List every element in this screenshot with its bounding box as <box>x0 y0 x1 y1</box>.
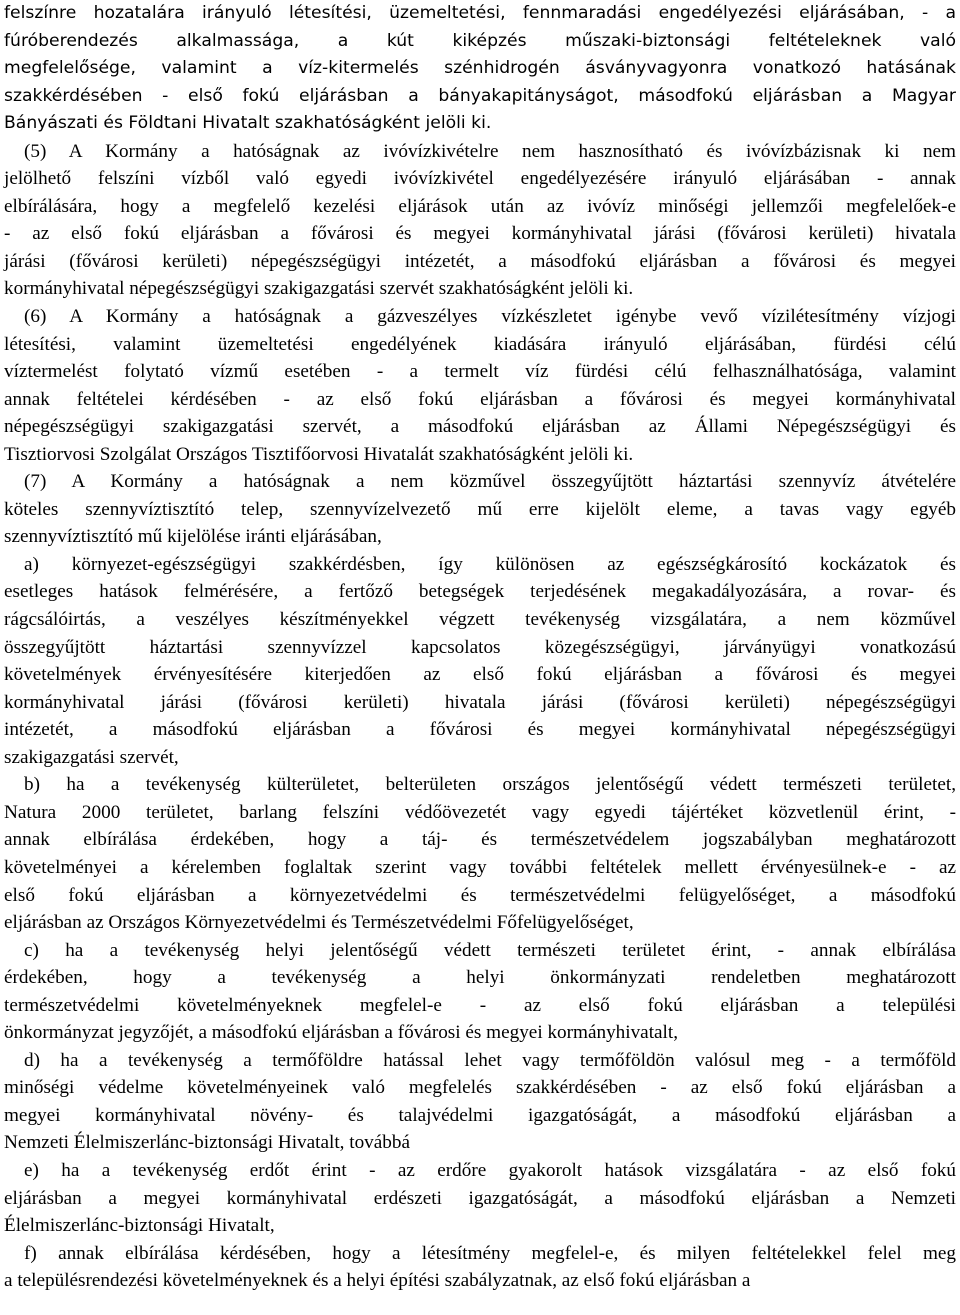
paragraph-7c <box>4 937 956 1047</box>
text-line: f) annak elbírálása kérdésében, hogy a létesítmény megfelel-e, és milyen feltételekkel felel meg <box>24 1242 956 1264</box>
text-line: víztermelést folytató vízmű esetében - a termelt víz fürdési célú felhasználhatósága, valamint <box>4 361 956 383</box>
text-line: (5) A Kormány a hatóságnak az ivóvízkivételre nem hasznosítható és ivóvízbázisnak ki nem <box>24 140 956 162</box>
text-line: - az első fokú eljárásban a fővárosi és megyei kormányhivatal járási (fővárosi kerületi) hivatala <box>4 223 956 245</box>
text-line: Élelmiszerlánc-biztonsági Hivatalt, <box>4 1215 275 1237</box>
text-line: érdekében, hogy a tevékenység a helyi önkormányzati rendeletben meghatározott <box>4 967 956 989</box>
paragraph-6 <box>4 303 956 468</box>
paragraph-7e <box>4 1157 956 1240</box>
paragraph-7d <box>4 1047 956 1157</box>
text-line: c) ha a tevékenység helyi jelentőségű védett természeti területet érint, - annak elbírálása <box>24 939 956 961</box>
paragraph-5 <box>4 138 956 303</box>
text-line: népegészségügyi szakigazgatási szervét, a másodfokú eljárásban az Állami Népegészségügyi és <box>4 416 956 438</box>
text-line: rágcsálóirtás, a veszélyes készítményekkel végzett tevékenység vizsgálatára, a nem közművel <box>4 609 956 631</box>
text-line: követelményei a kérelemben foglaltak szerint vagy további feltételek mellett érvényesülnek-e - az <box>4 856 956 878</box>
text-line: szennyvíztisztító mű kijelölése iránti eljárásában, <box>4 526 382 548</box>
text-line: kormányhivatal népegészségügyi szakigazgatási szervét szakhatóságként jelöli ki. <box>4 278 634 300</box>
text-line: d) ha a tevékenység a termőföldre hatással lehet vagy termőföldön valósul meg - a termőföld <box>24 1049 956 1071</box>
text-line: első fokú eljárásban a környezetvédelmi és természetvédelmi felügyelőséget, a másodfokú <box>4 884 956 906</box>
text-line: köteles szennyvíztisztító telep, szennyvízelvezető mű erre kijelölt eleme, a tavas vagy egyéb <box>4 498 956 520</box>
text-line: kormányhivatal járási (fővárosi kerületi) hivatala járási (fővárosi kerületi) népegészségügyi <box>4 691 956 713</box>
text-line: esetleges hatások felmérésére, a fertőző betegségek terjedésének megakadályozására, a rovar- és <box>4 581 956 603</box>
text-line: szakigazgatási szervét, <box>4 746 179 768</box>
text-line: annak feltételei kérdésében - az első fokú eljárásban a fővárosi és megyei kormányhivatal <box>4 388 956 410</box>
paragraph-7b <box>4 771 956 936</box>
paragraph-7a <box>4 551 956 771</box>
text-line: fúróberendezés alkalmassága, a kút kiképzés műszaki-biztonsági feltételeknek való <box>4 30 956 51</box>
text-line: annak elbírálása érdekében, hogy a táj- és természetvédelem jogszabályban meghatározott <box>4 829 956 851</box>
text-line: eljárásban a megyei kormányhivatal erdészeti igazgatóságát, a másodfokú eljárásban a Nemzeti <box>4 1187 956 1209</box>
text-line: járási (fővárosi kerületi) népegészségügyi intézetét, a másodfokú eljárásban a fővárosi és megyei <box>4 250 956 272</box>
text-line: megfelelősége, valamint a víz-kitermelés szénhidrogén ásványvagyonra vonatkozó hatásának <box>4 58 956 79</box>
text-line: (6) A Kormány a hatóságnak a gázveszélyes vízkészletet igénybe vevő vízilétesítmény vízjogi <box>24 306 956 328</box>
text-line: b) ha a tevékenység külterületet, belterületen országos jelentőségű védett természeti területet, <box>24 774 956 796</box>
text-line: természetvédelmi követelményeknek megfelel-e - az első fokú eljárásban a települési <box>4 994 956 1016</box>
paragraph-7 <box>4 468 956 551</box>
text-line: Nemzeti Élelmiszerlánc-biztonsági Hivatalt, továbbá <box>4 1132 410 1154</box>
text-line: a településrendezési követelményeknek és a helyi építési szabályzatnak, az első fokú eljárásban a <box>4 1270 751 1292</box>
text-line: e) ha a tevékenység erdőt érint - az erdőre gyakorolt hatások vizsgálatára - az első fokú <box>24 1159 956 1181</box>
text-line: elbírálására, hogy a megfelelő kezelési eljárások után az ivóvíz minőségi jellemzői megfelelőek-e <box>4 195 956 217</box>
text-line: szakkérdésében - első fokú eljárásban a bányakapitányságot, másodfokú eljárásban a Magyar <box>4 85 956 106</box>
text-line: Tisztiorvosi Szolgálat Országos Tisztifőorvosi Hivatalát szakhatóságként jelöli ki. <box>4 443 634 465</box>
text-line: követelmények érvényesítésére kiterjedően az első fokú eljárásban a fővárosi és megyei <box>4 664 956 686</box>
paragraph-7f <box>4 1240 956 1295</box>
paragraph-cont <box>4 0 956 138</box>
text-line: összegyűjtött háztartási szennyvízzel kapcsolatos közegészségügyi, járványügyi vonatkozású <box>4 636 956 658</box>
text-line: jelölhető felszíni vízből való egyedi ivóvízkivétel engedélyezésére irányuló eljárásában - annak <box>4 168 956 190</box>
text-line: a) környezet-egészségügyi szakkérdésben, így különösen az egészségkárosító kockázatok és <box>24 553 956 575</box>
text-line: önkormányzat jegyzőjét, a másodfokú eljárásban a fővárosi és megyei kormányhivatalt, <box>4 1022 678 1044</box>
text-line: létesítési, valamint üzemeltetési engedélyének kiadására irányuló eljárásában, fürdési célú <box>4 333 956 355</box>
text-line: felszínre hozatalára irányuló létesítési, üzemeltetési, fennmaradási engedélyezési eljárásában, - a <box>4 3 956 23</box>
text-line: Bányászati és Földtani Hivatalt szakhatóságként jelöli ki. <box>4 113 492 134</box>
text-line: megyei kormányhivatal növény- és talajvédelmi igazgatóságát, a másodfokú eljárásban a <box>4 1104 956 1126</box>
text-line: intézetét, a másodfokú eljárásban a fővárosi és megyei kormányhivatal népegészségügyi <box>4 719 956 741</box>
text-line: (7) A Kormány a hatóságnak a nem közművel összegyűjtött háztartási szennyvíz átvételére <box>24 471 956 493</box>
text-line: Natura 2000 területet, barlang felszíni védőövezetét vagy egyedi tájértéket közvetlenül érint, - <box>4 801 956 823</box>
text-line: eljárásban az Országos Környezetvédelmi és Természetvédelmi Főfelügyelőséget, <box>4 912 634 934</box>
text-line: minőségi védelme követelményeinek való megfelelés szakkérdésében - az első fokú eljárásban a <box>4 1077 956 1099</box>
